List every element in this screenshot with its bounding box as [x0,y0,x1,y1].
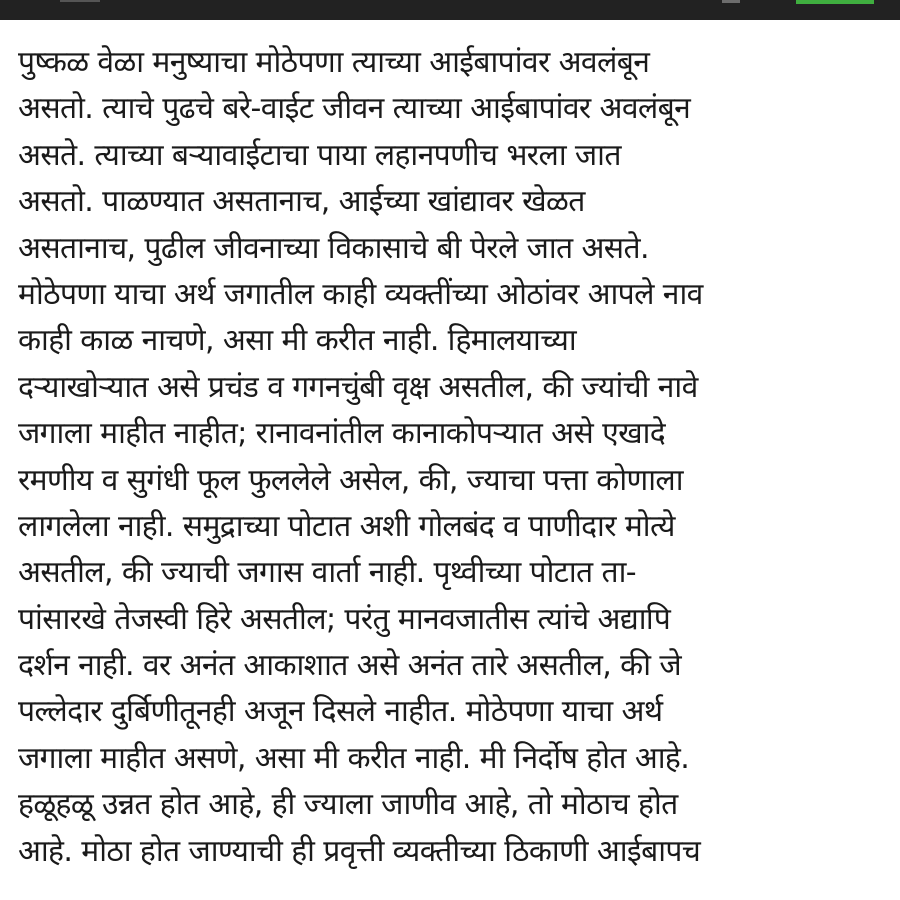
action-button[interactable] [796,0,874,4]
article-line: काही काळ नाचणे, असा मी करीत नाही. हिमालयाच्या [18,323,577,359]
article-line: मोठेपणा याचा अर्थ जगातील काही व्यक्तींच्या ओठांवर आपले नाव [18,276,703,312]
article-line: पल्लेदार दुर्बिणीतूनही अजून दिसले नाहीत. मोठेपणा याचा अर्थ [18,694,663,730]
article-line: लागलेला नाही. समुद्राच्या पोटात अशी गोलबंद व पाणीदार मोत्ये [18,508,675,544]
toolbar-tab-indicator [60,0,100,2]
article-line: दर्शन नाही. वर अनंत आकाशात असे अनंत तारे असतील, की जे [18,648,681,684]
top-toolbar [0,0,900,20]
article-line: रमणीय व सुगंधी फूल फुललेले असेल, की, ज्याचा पत्ता कोणाला [18,462,683,498]
article-line: जगाला माहीत नाहीत; रानावनांतील कानाकोपऱ्यात असे एखादे [18,416,666,452]
article-line: असतानाच, पुढील जीवनाच्या विकासाचे बी पेरले जात असते. [18,230,649,266]
article-line: हळूहळू उन्नत होत आहे, ही ज्याला जाणीव आहे, तो मोठाच होत [18,787,678,823]
article-body [18,40,888,900]
article-line: आहे. मोठा होत जाण्याची ही प्रवृत्ती व्यक्तीच्या ठिकाणी आईबापच [18,833,701,869]
article-line: पुष्कळ वेळा मनुष्याचा मोठेपणा त्याच्या आईबापांवर अवलंबून [18,45,650,80]
article-line: असतो. त्याचे पुढचे बरे-वाईट जीवन त्याच्या आईबापांवर अवलंबून [18,91,691,127]
article-line: असतो. पाळण्यात असतानाच, आईच्या खांद्यावर खेळत [18,184,585,220]
article-line: पांसारखे तेजस्वी हिरे असतील; परंतु मानवजातीस त्यांचे अद्यापि [18,601,671,637]
menu-icon[interactable] [722,0,740,3]
article-line: जगाला माहीत असणे, असा मी करीत नाही. मी निर्दोष होत आहे. [18,740,690,776]
article-line: असते. त्याच्या बऱ्यावाईटाचा पाया लहानपणीच भरला जात [18,137,621,173]
article-line: दऱ्याखोऱ्यात असे प्रचंड व गगनचुंबी वृक्ष असतील, की ज्यांची नावे [18,369,698,405]
article-line: असतील, की ज्याची जगास वार्ता नाही. पृथ्वीच्या पोटात ता- [18,555,636,591]
